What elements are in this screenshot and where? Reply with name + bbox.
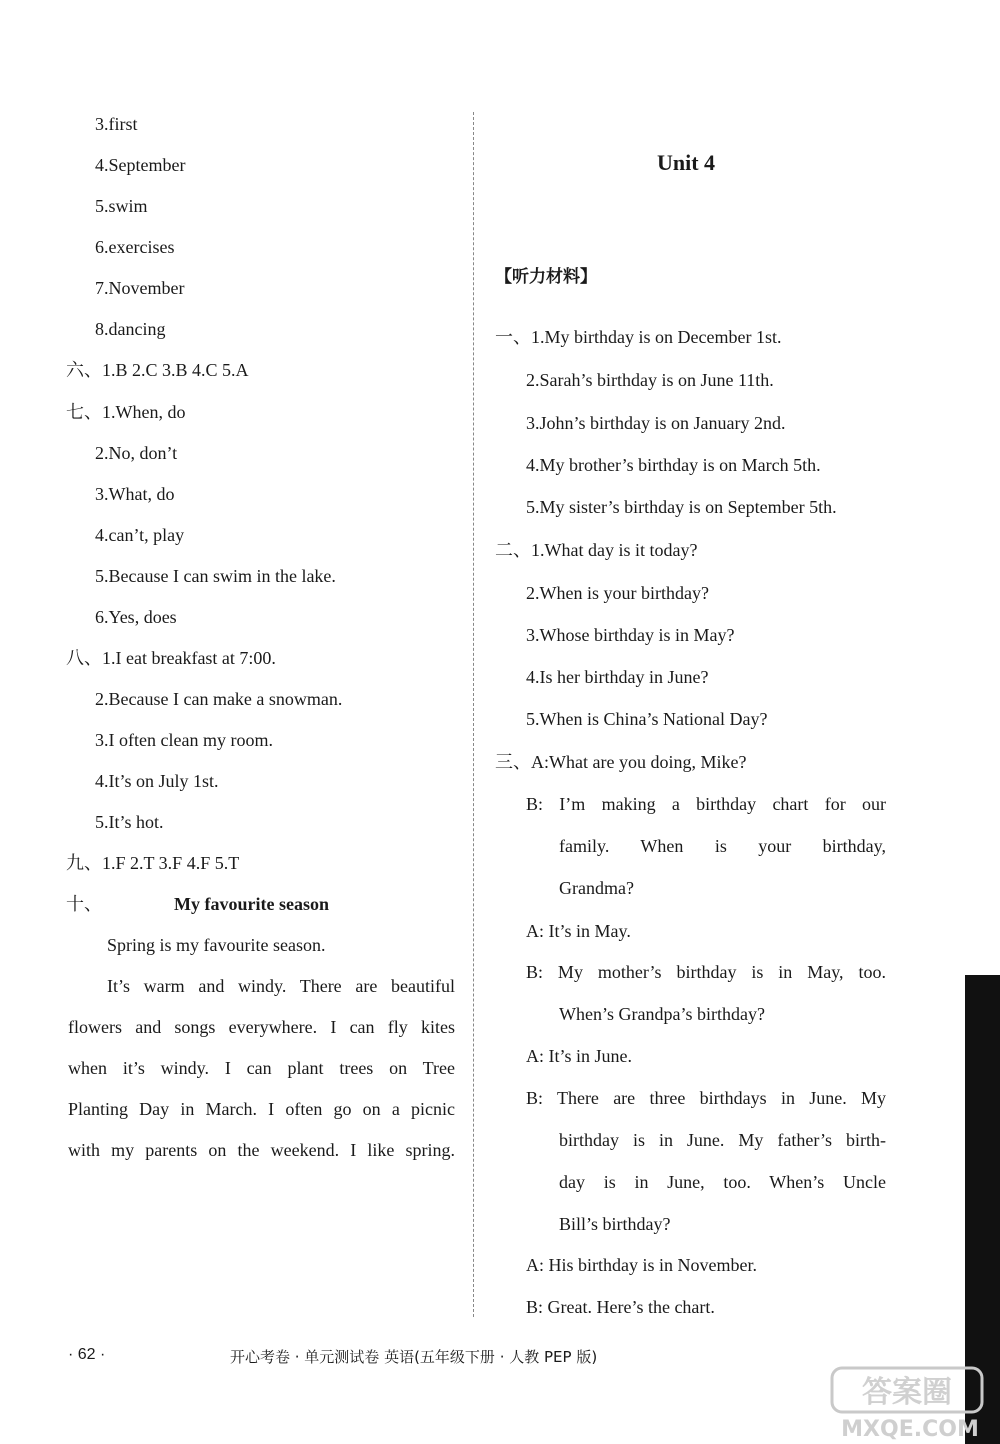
- dialogue-line: A: It’s in June.: [526, 1046, 632, 1066]
- answer-line: 5.Because I can swim in the lake.: [95, 566, 336, 586]
- transcript-line: 一、1.My birthday is on December 1st.: [495, 327, 782, 347]
- transcript-line: 二、1.What day is it today?: [495, 540, 698, 560]
- answer-line: 8.dancing: [95, 319, 166, 339]
- dialogue-line: day is in June, too. When’s Uncle: [559, 1172, 886, 1192]
- transcript-line: 5.When is China’s National Day?: [526, 709, 768, 729]
- essay-line: when it’s windy. I can plant trees on Tree: [68, 1058, 455, 1078]
- answer-line: 3.first: [95, 114, 138, 134]
- essay-line: flowers and songs everywhere. I can fly kites: [68, 1017, 455, 1037]
- watermark-logo: [818, 1360, 998, 1442]
- transcript-line: 3.Whose birthday is in May?: [526, 625, 735, 645]
- page-number: · 62 ·: [68, 1346, 106, 1363]
- dialogue-line: family. When is your birthday,: [559, 836, 886, 856]
- dialogue-line: Bill’s birthday?: [559, 1214, 671, 1234]
- answer-line: 4.can’t, play: [95, 525, 185, 545]
- answer-line: 3.What, do: [95, 484, 175, 504]
- book-title: 开心考卷 · 单元测试卷 英语(五年级下册 · 人教 PEP 版): [230, 1348, 598, 1366]
- transcript-line: 2.When is your birthday?: [526, 583, 709, 603]
- answer-line: 5.swim: [95, 196, 148, 216]
- svg-text:答案圈: 答案圈: [862, 1375, 952, 1410]
- transcript-line: 5.My sister’s birthday is on September 5th.: [526, 497, 837, 517]
- answer-line: 4.September: [95, 155, 186, 175]
- answer-line: 3.I often clean my room.: [95, 730, 273, 750]
- essay-title: My favourite season: [174, 894, 329, 914]
- answer-line: 2.Because I can make a snowman.: [95, 689, 343, 709]
- dialogue-line: A: His birthday is in November.: [526, 1255, 757, 1275]
- dialogue-line: A: It’s in May.: [526, 921, 631, 941]
- svg-text:MXQE.COM: MXQE.COM: [841, 1417, 979, 1442]
- essay-line: with my parents on the weekend. I like spring.: [68, 1140, 455, 1160]
- dialogue-line: B: My mother’s birthday is in May, too.: [526, 962, 886, 982]
- dialogue-line: B: I’m making a birthday chart for our: [526, 794, 886, 814]
- dialogue-line: birthday is in June. My father’s birth-: [559, 1130, 886, 1150]
- transcript-line: 4.Is her birthday in June?: [526, 667, 709, 687]
- section-heading: 【听力材料】: [495, 267, 597, 287]
- essay-line: Spring is my favourite season.: [107, 935, 326, 955]
- transcript-line: 三、A:What are you doing, Mike?: [495, 752, 747, 772]
- dialogue-line: Grandma?: [559, 878, 634, 898]
- answer-line-q6: 六、1.B 2.C 3.B 4.C 5.A: [66, 360, 249, 380]
- dialogue-line: B: There are three birthdays in June. My: [526, 1088, 886, 1108]
- answer-line: 2.No, don’t: [95, 443, 178, 463]
- transcript-line: 4.My brother’s birthday is on March 5th.: [526, 455, 821, 475]
- answer-line: 5.It’s hot.: [95, 812, 164, 832]
- answer-line-q7: 七、1.When, do: [66, 402, 186, 422]
- unit-title: Unit 4: [657, 150, 716, 175]
- dialogue-line: When’s Grandpa’s birthday?: [559, 1004, 765, 1024]
- transcript-line: 2.Sarah’s birthday is on June 11th.: [526, 370, 774, 390]
- column-divider: [473, 112, 474, 1317]
- answer-line: 6.exercises: [95, 237, 175, 257]
- question-number-10: 十、: [66, 894, 102, 914]
- answer-line-q9: 九、1.F 2.T 3.F 4.F 5.T: [66, 853, 240, 873]
- essay-line: Planting Day in March. I often go on a picnic: [68, 1099, 455, 1119]
- answer-line-q8: 八、1.I eat breakfast at 7:00.: [66, 648, 276, 668]
- answer-line: 6.Yes, does: [95, 607, 177, 627]
- essay-line: It’s warm and windy. There are beautiful: [107, 976, 455, 996]
- answer-line: 4.It’s on July 1st.: [95, 771, 219, 791]
- answer-line: 7.November: [95, 278, 185, 298]
- transcript-line: 3.John’s birthday is on January 2nd.: [526, 413, 786, 433]
- dialogue-line: B: Great. Here’s the chart.: [526, 1297, 715, 1317]
